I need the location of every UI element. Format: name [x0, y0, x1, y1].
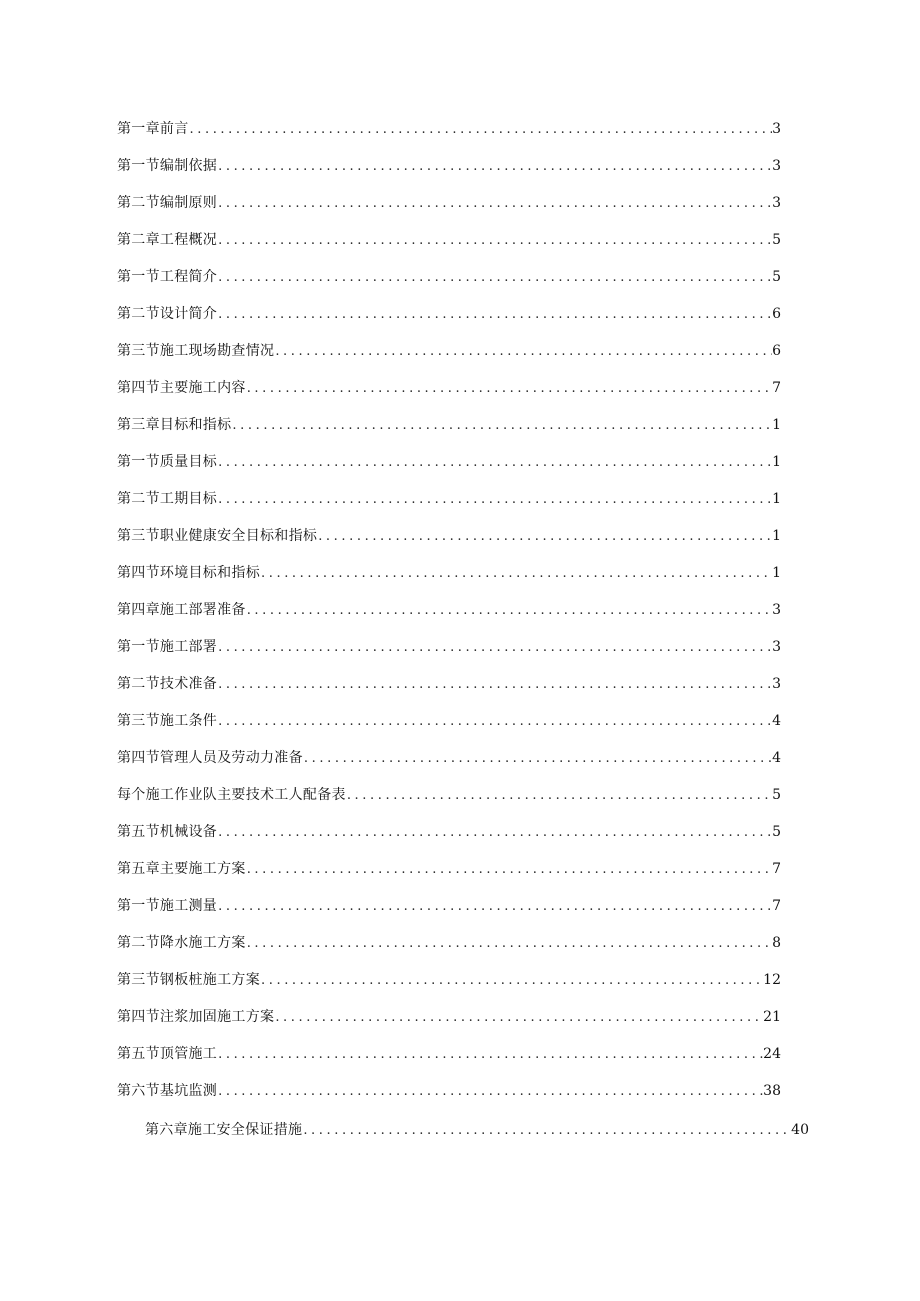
toc-entry-page: 21 — [763, 1009, 781, 1025]
toc-entry[interactable] — [117, 821, 781, 843]
toc-entry-page: 5 — [772, 824, 781, 840]
toc-entry[interactable] — [117, 377, 781, 399]
dot-leader — [302, 1120, 791, 1141]
dot-leader — [217, 267, 772, 288]
toc-entry-page: 7 — [772, 898, 781, 914]
toc-entry-page: 12 — [763, 972, 781, 988]
dot-leader — [260, 563, 772, 584]
toc-entry[interactable] — [117, 969, 781, 991]
toc-entry[interactable] — [117, 895, 781, 917]
toc-entry-title: 第四章施工部署准备 — [117, 602, 246, 618]
toc-entry-page: 3 — [772, 676, 781, 692]
dot-leader — [217, 711, 772, 732]
toc-entry[interactable] — [117, 932, 781, 954]
dot-leader — [303, 748, 772, 769]
toc-entry-page: 7 — [772, 380, 781, 396]
dot-leader — [217, 193, 772, 214]
toc-entry-page: 5 — [772, 232, 781, 248]
toc-entry[interactable] — [117, 451, 781, 473]
dot-leader — [217, 1044, 763, 1065]
toc-entry[interactable] — [117, 1080, 781, 1102]
toc-entry-title: 第二节降水施工方案 — [117, 935, 246, 951]
toc-entry-page: 1 — [772, 491, 781, 507]
toc-entry[interactable] — [117, 599, 781, 621]
toc-entry[interactable] — [117, 784, 781, 806]
toc-entry-page: 3 — [772, 639, 781, 655]
toc-entry-title: 第四节环境目标和指标 — [117, 565, 260, 581]
dot-leader — [217, 489, 772, 510]
toc-entry-title: 第四节注浆加固施工方案 — [117, 1009, 275, 1025]
dot-leader — [217, 822, 772, 843]
toc-entry[interactable] — [117, 710, 781, 732]
toc-entry[interactable] — [117, 747, 781, 769]
toc-entry[interactable] — [117, 673, 781, 695]
toc-entry[interactable] — [117, 118, 781, 140]
dot-leader — [217, 674, 772, 695]
toc-entry-title: 第六节基坑监测 — [117, 1083, 218, 1099]
toc-entry-page: 1 — [772, 454, 781, 470]
dot-leader — [217, 304, 772, 325]
toc-entry[interactable] — [117, 155, 781, 177]
toc-entry-title: 第一节工程简介 — [117, 269, 218, 285]
toc-entry-title: 第一节质量目标 — [117, 454, 218, 470]
toc-entry-page: 38 — [763, 1083, 781, 1099]
dot-leader — [231, 415, 772, 436]
dot-leader — [217, 156, 772, 177]
dot-leader — [217, 637, 772, 658]
toc-entry-title: 第二节工期目标 — [117, 491, 218, 507]
toc-entry-title: 第二节技术准备 — [117, 676, 218, 692]
toc-entry-title: 第二节编制原则 — [117, 195, 218, 211]
toc-entry-title: 第三节职业健康安全目标和指标 — [117, 528, 318, 544]
toc-entry-page: 24 — [763, 1046, 781, 1062]
toc-entry-title: 第三节施工现场勘查情况 — [117, 343, 275, 359]
toc-entry-page: 4 — [772, 750, 781, 766]
dot-leader — [189, 119, 773, 140]
toc-entry[interactable] — [117, 229, 781, 251]
toc-entry[interactable] — [117, 525, 781, 547]
toc-entry-title: 第三节钢板桩施工方案 — [117, 972, 260, 988]
toc-entry[interactable] — [117, 488, 781, 510]
toc-entry[interactable] — [117, 340, 781, 362]
toc-entry[interactable] — [117, 1006, 781, 1028]
toc-entry-page: 3 — [772, 121, 781, 137]
toc-entry-page: 1 — [772, 417, 781, 433]
toc-entry-title: 第六章施工安全保证措施 — [145, 1122, 303, 1138]
dot-leader — [246, 933, 772, 954]
toc-entry[interactable] — [117, 636, 781, 658]
dot-leader — [246, 859, 772, 880]
toc-entry-title: 第一节编制依据 — [117, 158, 218, 174]
toc-entry-page: 1 — [772, 528, 781, 544]
toc-entry-title: 第一节施工测量 — [117, 898, 218, 914]
toc-entry[interactable] — [117, 192, 781, 214]
toc-entry-page: 5 — [772, 269, 781, 285]
toc-entry-title: 第三章目标和指标 — [117, 417, 232, 433]
toc-entry-title: 第二节设计简介 — [117, 306, 218, 322]
toc-entry-title: 第三节施工条件 — [117, 713, 218, 729]
dot-leader — [246, 600, 772, 621]
toc-entry-page: 7 — [772, 861, 781, 877]
toc-entry-page: 3 — [772, 602, 781, 618]
dot-leader — [217, 452, 772, 473]
toc-entry-title: 第四节管理人员及劳动力准备 — [117, 750, 303, 766]
toc-entry[interactable] — [117, 562, 781, 584]
toc-entry-title: 第五章主要施工方案 — [117, 861, 246, 877]
toc-entry[interactable] — [117, 858, 781, 880]
toc-entry[interactable] — [145, 1119, 809, 1141]
dot-leader — [260, 970, 763, 991]
dot-leader — [217, 230, 772, 251]
toc-entry-title: 第四节主要施工内容 — [117, 380, 246, 396]
toc-entry-title: 每个施工作业队主要技术工人配备表 — [117, 787, 346, 803]
dot-leader — [317, 526, 772, 547]
toc-entry[interactable] — [117, 414, 781, 436]
toc-entry-title: 第五节顶管施工 — [117, 1046, 218, 1062]
toc-entry-page: 1 — [772, 565, 781, 581]
toc-entry-page: 4 — [772, 713, 781, 729]
toc-entry[interactable] — [117, 1043, 781, 1065]
toc-entry-page: 5 — [772, 787, 781, 803]
toc-entry-title: 第五节机械设备 — [117, 824, 218, 840]
toc-entry-page: 6 — [772, 343, 781, 359]
toc-entry-page: 3 — [772, 158, 781, 174]
toc-entry-title: 第一节施工部署 — [117, 639, 218, 655]
dot-leader — [217, 896, 772, 917]
dot-leader — [274, 341, 772, 362]
dot-leader — [274, 1007, 763, 1028]
toc-entry[interactable] — [117, 303, 781, 325]
dot-leader — [346, 785, 772, 806]
toc-entry-title: 第一章前言 — [117, 121, 189, 137]
toc-entry-title: 第二章工程概况 — [117, 232, 218, 248]
toc-entry-page: 40 — [791, 1122, 809, 1138]
toc-entry-page: 8 — [772, 935, 781, 951]
dot-leader — [246, 378, 772, 399]
toc-entry-page: 3 — [772, 195, 781, 211]
dot-leader — [217, 1081, 763, 1102]
toc-entry[interactable] — [117, 266, 781, 288]
toc-entry-page: 6 — [772, 306, 781, 322]
